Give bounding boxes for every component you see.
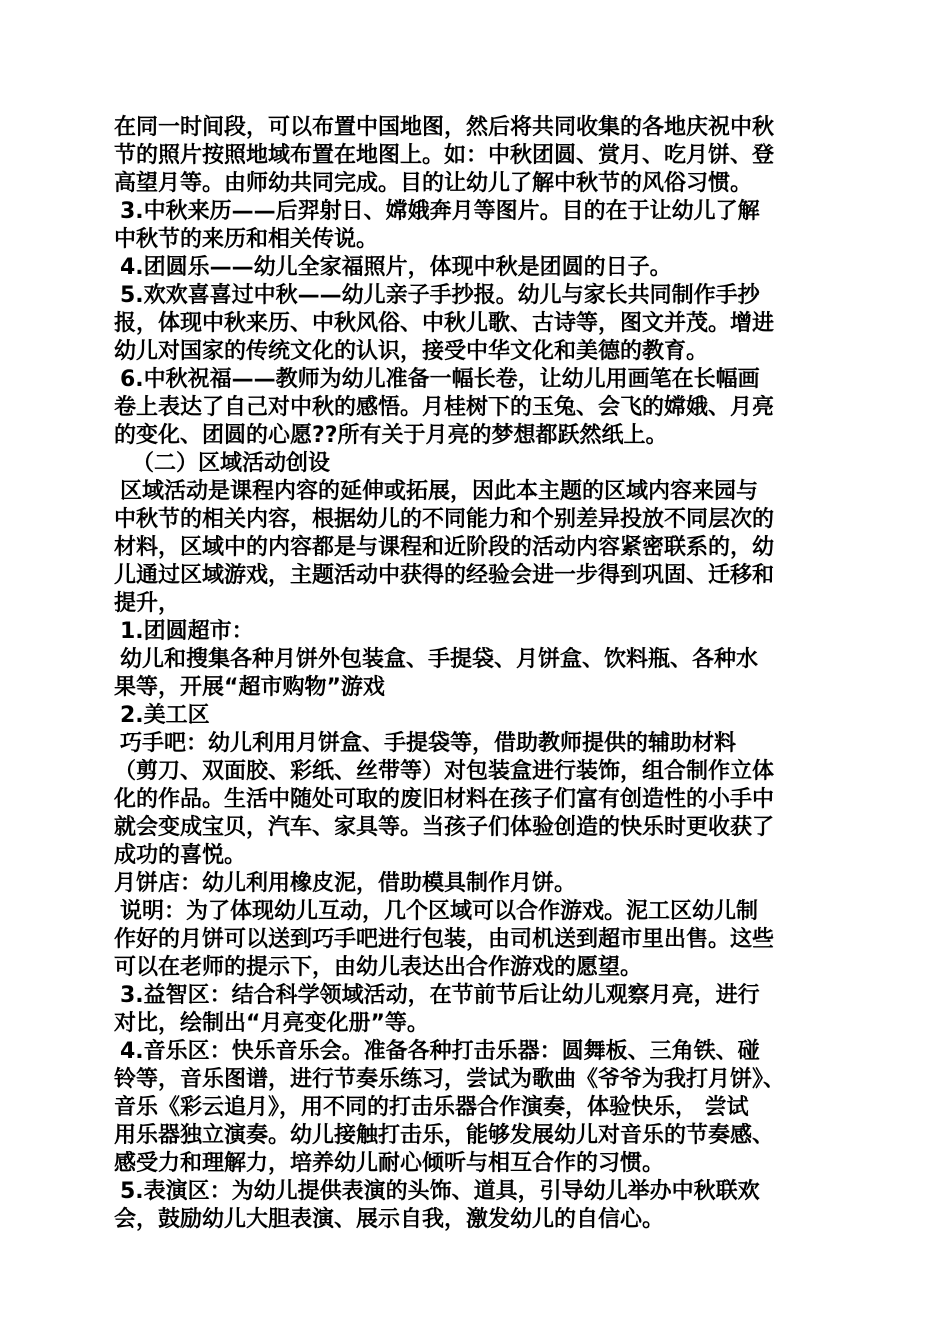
text-line: 就会变成宝贝，汽车、家具等。当孩子们体验创造的快乐时更收获了 (114, 815, 775, 840)
text-line: 幼儿对国家的传统文化的认识，接受中华文化和美德的教育。 (114, 339, 709, 364)
text-line: 音乐《彩云追月》，用不同的打击乐器合作演奏，体验快乐， 尝试 (114, 1095, 749, 1120)
text-line: 成功的喜悦。 (114, 843, 247, 868)
subheading-supermarket: 1.团圆超市： (120, 619, 254, 644)
text-line: 中秋节的来历和相关传说。 (114, 227, 379, 252)
list-item-6: 6.中秋祝福——教师为幼儿准备一幅长卷，让幼儿用画笔在长幅画 (120, 367, 760, 392)
paragraph-start: 区域活动是课程内容的延伸或拓展，因此本主题的区域内容来园与 (120, 479, 759, 504)
text-line: 用乐器独立演奏。幼儿接触打击乐，能够发展幼儿对音乐的节奏感、 (114, 1123, 775, 1148)
text-line: 报，体现中秋来历、中秋风俗、中秋儿歌、古诗等，图文并茂。增进 (114, 311, 775, 336)
list-item-puzzle-area: 3.益智区：结合科学领域活动，在节前节后让幼儿观察月亮，进行 (120, 983, 760, 1008)
text-line: 在同一时间段，可以布置中国地图，然后将共同收集的各地庆祝中秋 (114, 115, 775, 140)
paragraph-start: 说明：为了体现幼儿互动，几个区域可以合作游戏。泥工区幼儿制 (120, 899, 759, 924)
text-line: 提升， (114, 591, 181, 616)
paragraph-start: 巧手吧：幼儿利用月饼盒、手提袋等，借助教师提供的辅助材料 (120, 731, 737, 756)
text-line: 中秋节的相关内容，根据幼儿的不同能力和个别差异投放不同层次的 (114, 507, 775, 532)
text-line: 可以在老师的提示下，由幼儿表达出合作游戏的愿望。 (114, 955, 643, 980)
list-item-music-area: 4.音乐区：快乐音乐会。准备各种打击乐器：圆舞板、三角铁、碰 (120, 1039, 760, 1064)
text-line: 卷上表达了自己对中秋的感悟。月桂树下的玉兔、会飞的嫦娥、月亮 (114, 395, 775, 420)
text-line: 果等，开展“超市购物”游戏 (114, 675, 385, 700)
list-item-4: 4.团圆乐——幼儿全家福照片，体现中秋是团圆的日子。 (120, 255, 672, 280)
list-item-3: 3.中秋来历——后羿射日、嫦娥奔月等图片。目的在于让幼儿了解 (120, 199, 760, 224)
text-line: （剪刀、双面胶、彩纸、丝带等）对包装盒进行装饰，组合制作立体 (114, 759, 775, 784)
section-heading: （二）区域活动创设 (132, 451, 331, 476)
list-item-5: 5.欢欢喜喜过中秋——幼儿亲子手抄报。幼儿与家长共同制作手抄 (120, 283, 760, 308)
text-line: 儿通过区域游戏，主题活动中获得的经验会进一步得到巩固、迁移和 (114, 563, 775, 588)
text-line: 节的照片按照地域布置在地图上。如：中秋团圆、赏月、吃月饼、登 (114, 143, 775, 168)
text-line: 感受力和理解力，培养幼儿耐心倾听与相互合作的习惯。 (114, 1151, 665, 1176)
text-line: 材料，区域中的内容都是与课程和近阶段的活动内容紧密联系的，幼 (114, 535, 775, 560)
text-line: 高望月等。由师幼共同完成。目的让幼儿了解中秋节的风俗习惯。 (114, 171, 753, 196)
paragraph-start: 月饼店：幼儿利用橡皮泥，借助模具制作月饼。 (114, 871, 577, 896)
text-line: 作好的月饼可以送到巧手吧进行包装，由司机送到超市里出售。这些 (114, 927, 775, 952)
document-body (114, 114, 844, 1234)
subheading-art-area: 2.美工区 (120, 703, 210, 728)
text-line: 对比，绘制出“月亮变化册”等。 (114, 1011, 429, 1036)
text-line: 会，鼓励幼儿大胆表演、展示自我，激发幼儿的自信心。 (114, 1207, 665, 1232)
paragraph-start: 幼儿和搜集各种月饼外包装盒、手提袋、月饼盒、饮料瓶、各种水 (120, 647, 759, 672)
text-line: 铃等，音乐图谱，进行节奏乐练习，尝试为歌曲《爷爷为我打月饼》、 (114, 1067, 786, 1092)
list-item-performance-area: 5.表演区：为幼儿提供表演的头饰、道具，引导幼儿举办中秋联欢 (120, 1179, 760, 1204)
text-line: 化的作品。生活中随处可取的废旧材料在孩子们富有创造性的小手中 (114, 787, 775, 812)
text-line: 的变化、团圆的心愿??所有关于月亮的梦想都跃然纸上。 (114, 423, 668, 448)
